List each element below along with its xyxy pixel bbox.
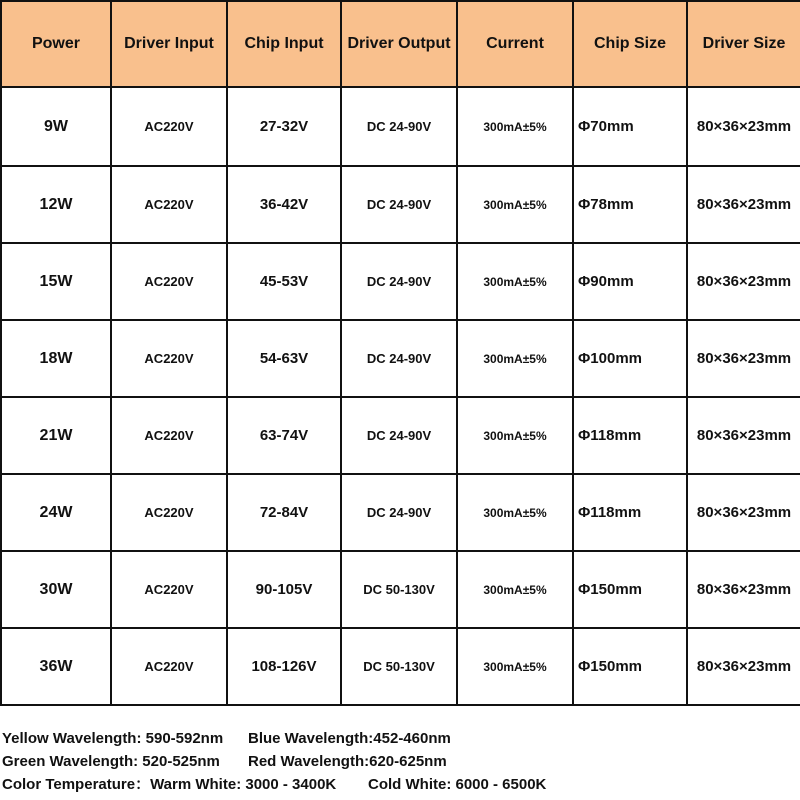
blue-wavelength-note: Blue Wavelength:452-460nm: [248, 730, 451, 747]
table-row: [1, 320, 800, 397]
power-cell: 12W: [1, 166, 111, 243]
header-chip-size: Chip Size: [573, 1, 687, 87]
power-cell: 30W: [1, 551, 111, 628]
driver-input-cell: AC220V: [111, 320, 227, 397]
chip-input-cell: 54-63V: [227, 320, 341, 397]
driver-output-cell: DC 24-90V: [341, 243, 457, 320]
power-cell: 24W: [1, 474, 111, 551]
driver-output-cell: DC 24-90V: [341, 87, 457, 166]
driver-input-cell: AC220V: [111, 243, 227, 320]
driver-output-cell: DC 50-130V: [341, 551, 457, 628]
driver-size-cell: 80×36×23mm: [687, 551, 800, 628]
chip-input-cell: 27-32V: [227, 87, 341, 166]
chip-input-cell: 90-105V: [227, 551, 341, 628]
header-driver-size: Driver Size: [687, 1, 800, 87]
table-row: [1, 551, 800, 628]
current-cell: 300mA±5%: [457, 87, 573, 166]
header-driver-input: Driver Input: [111, 1, 227, 87]
current-cell: 300mA±5%: [457, 628, 573, 705]
driver-input-cell: AC220V: [111, 87, 227, 166]
current-cell: 300mA±5%: [457, 474, 573, 551]
green-wavelength-note: Green Wavelength: 520-525nm: [2, 753, 220, 770]
header-power: Power: [1, 1, 111, 87]
header-row: [1, 1, 800, 87]
table-header: [1, 1, 800, 87]
driver-input-cell: AC220V: [111, 474, 227, 551]
chip-input-cell: 72-84V: [227, 474, 341, 551]
driver-size-cell: 80×36×23mm: [687, 166, 800, 243]
note-line-1: [2, 728, 451, 750]
chip-input-cell: 108-126V: [227, 628, 341, 705]
chip-size-cell: Φ90mm: [573, 243, 687, 320]
driver-input-cell: AC220V: [111, 397, 227, 474]
table-row: [1, 243, 800, 320]
chip-size-cell: Φ118mm: [573, 474, 687, 551]
note-line-2: [2, 751, 447, 773]
current-cell: 300mA±5%: [457, 397, 573, 474]
table-row: [1, 628, 800, 705]
chip-size-cell: Φ100mm: [573, 320, 687, 397]
warm-white-note: Color Temperature：Warm White: 3000 - 3400K: [2, 776, 337, 793]
cold-white-note: Cold White: 6000 - 6500K: [368, 776, 547, 793]
header-chip-input: Chip Input: [227, 1, 341, 87]
power-cell: 36W: [1, 628, 111, 705]
note-line-3: [2, 774, 546, 796]
chip-input-cell: 36-42V: [227, 166, 341, 243]
chip-input-cell: 45-53V: [227, 243, 341, 320]
driver-size-cell: 80×36×23mm: [687, 628, 800, 705]
chip-size-cell: Φ150mm: [573, 628, 687, 705]
chip-size-cell: Φ150mm: [573, 551, 687, 628]
current-cell: 300mA±5%: [457, 551, 573, 628]
table-body: [1, 87, 800, 705]
table-row: [1, 87, 800, 166]
power-cell: 9W: [1, 87, 111, 166]
driver-output-cell: DC 50-130V: [341, 628, 457, 705]
chip-size-cell: Φ70mm: [573, 87, 687, 166]
driver-input-cell: AC220V: [111, 166, 227, 243]
wavelength-notes: [0, 726, 800, 800]
chip-input-cell: 63-74V: [227, 397, 341, 474]
driver-input-cell: AC220V: [111, 628, 227, 705]
driver-output-cell: DC 24-90V: [341, 166, 457, 243]
chip-size-cell: Φ118mm: [573, 397, 687, 474]
driver-output-cell: DC 24-90V: [341, 397, 457, 474]
table-row: [1, 474, 800, 551]
table-row: [1, 397, 800, 474]
current-cell: 300mA±5%: [457, 243, 573, 320]
current-cell: 300mA±5%: [457, 320, 573, 397]
table-row: [1, 166, 800, 243]
power-cell: 18W: [1, 320, 111, 397]
driver-output-cell: DC 24-90V: [341, 320, 457, 397]
driver-size-cell: 80×36×23mm: [687, 320, 800, 397]
yellow-wavelength-note: Yellow Wavelength: 590-592nm: [2, 730, 224, 747]
red-wavelength-note: Red Wavelength:620-625nm: [248, 753, 447, 770]
driver-size-cell: 80×36×23mm: [687, 87, 800, 166]
header-current: Current: [457, 1, 573, 87]
driver-output-cell: DC 24-90V: [341, 474, 457, 551]
power-cell: 21W: [1, 397, 111, 474]
driver-size-cell: 80×36×23mm: [687, 474, 800, 551]
driver-input-cell: AC220V: [111, 551, 227, 628]
header-driver-output: Driver Output: [341, 1, 457, 87]
power-cell: 15W: [1, 243, 111, 320]
current-cell: 300mA±5%: [457, 166, 573, 243]
driver-size-cell: 80×36×23mm: [687, 397, 800, 474]
driver-size-cell: 80×36×23mm: [687, 243, 800, 320]
chip-size-cell: Φ78mm: [573, 166, 687, 243]
